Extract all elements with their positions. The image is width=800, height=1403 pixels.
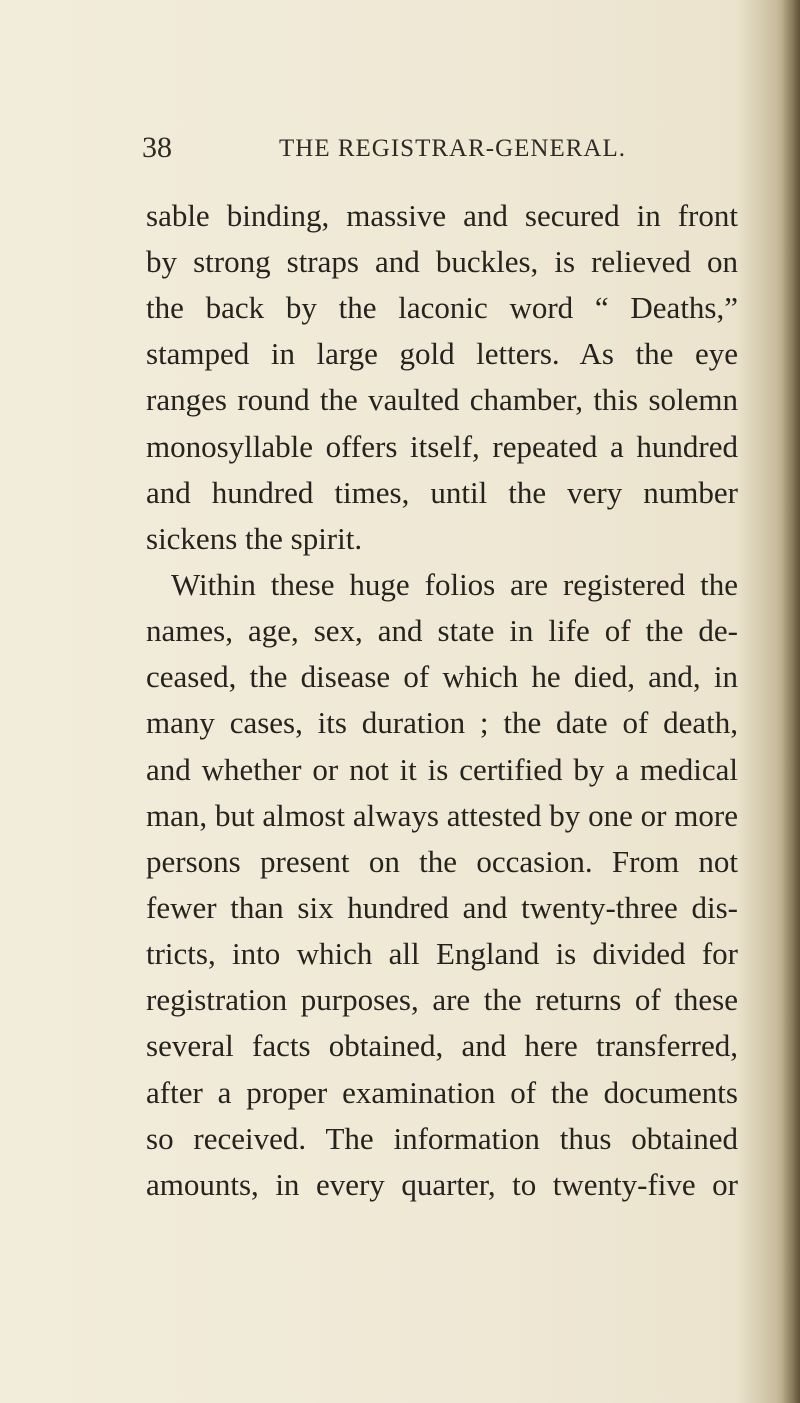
page-number: 38 [142,131,172,164]
text-line: so received. The information thus obtained [146,1121,738,1156]
text-line: and hundred times, until the very number [146,475,738,510]
text-line: monosyllable offers itself, repeated a hundred [146,429,738,464]
text-line: amounts, in every quarter, to twenty-five or [146,1167,738,1202]
text-line: several facts obtained, and here transferred, [146,1028,738,1063]
running-head: THE REGISTRAR-GENERAL. [279,135,626,162]
text-line: and whether or not it is certified by a medical [146,752,738,787]
text-line: fewer than six hundred and twenty-three dis- [146,890,738,925]
text-line: after a proper examination of the documents [146,1075,738,1110]
text-line: registration purposes, are the returns of these [146,982,738,1017]
text-line: tricts, into which all England is divided for [146,936,738,971]
text-line: ceased, the disease of which he died, and, in [146,659,738,694]
text-line: Within these huge folios are registered the [171,567,738,602]
text-line: names, age, sex, and state in life of the de- [146,613,738,648]
text-line: persons present on the occasion. From not [146,844,738,879]
text-line: man, but almost always attested by one or more [146,798,738,833]
text-line: many cases, its duration ; the date of death, [146,705,738,740]
text-line: sable binding, massive and secured in front [146,198,738,233]
text-line: the back by the laconic word “ Deaths,” [146,290,738,325]
text-line: by strong straps and buckles, is relieved on [146,244,738,279]
text-line: sickens the spirit. [146,521,363,556]
text-line: stamped in large gold letters. As the eye [146,336,738,371]
text-line: ranges round the vaulted chamber, this solemn [146,382,738,417]
